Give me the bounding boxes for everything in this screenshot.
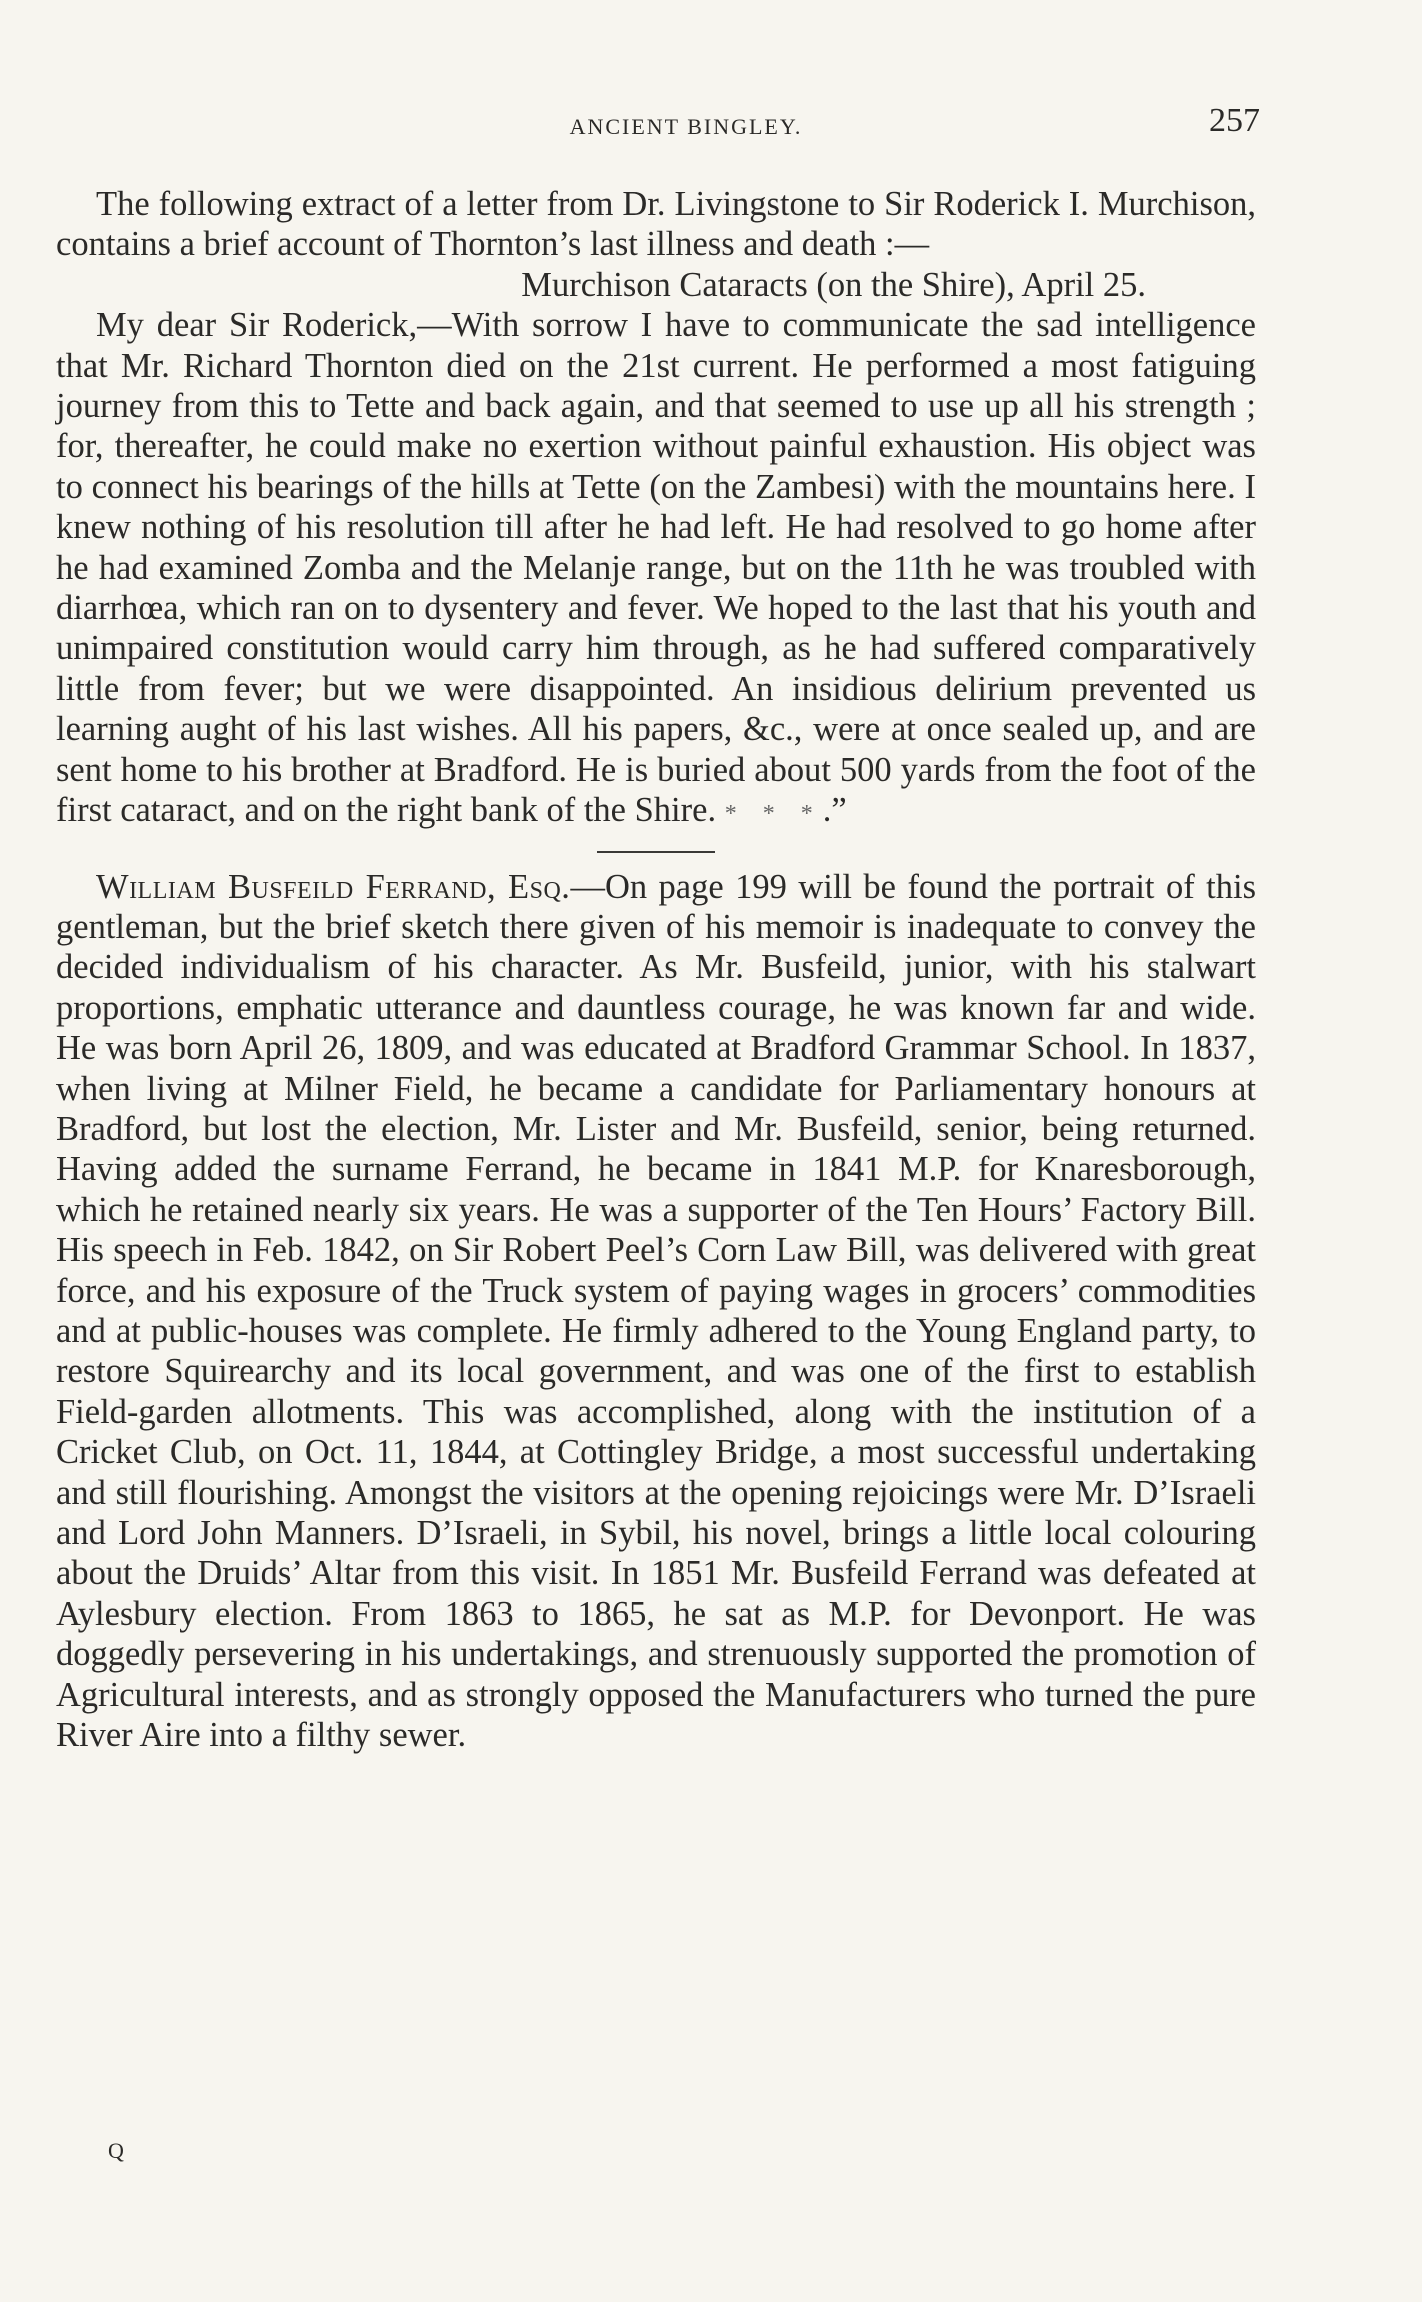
running-title: ANCIENT BINGLEY. [569,114,803,139]
ferrand-text: —On page 199 will be found the portrait of this gentleman, but the brief sketch there given of his memoir is inadequate to convey the decided individualism of his character. As Mr. Busfeild, junior, with his stalwart proportions, emphatic utterance and dauntless courage, he was known far and wide. He was born April 26, 1809, and was educated at Bradford Grammar School. In 1837, when living at Milner Field, he became a candidate for Parliamentary honours at Bradford, but lost the election, Mr. Lister and Mr. Busfeild, senior, being returned. Having added the surname Ferrand, he became in 1841 M.P. for Knaresborough, which he retained nearly six years. He was a supporter of the Ten Hours’ Factory Bill. His speech in Feb. 1842, on Sir Robert Peel’s Corn Law Bill, was delivered with great force, and his exposure of the Truck system of paying wages in grocers’ commodities and at public-houses was complete. He firmly adhered to the Young England party, to restore Squirearchy and its local government, and was one of the first to establish Field-garden allotments. This was accomplished, along with the institution of a Cricket Club, on Oct. 11, 1844, at Cottingley Bridge, a most successful undertaking and still flourishing. Amongst the visitors at the opening rejoicings were Mr. D’Israeli and Lord John Manners. D’Israeli, in Sybil, his novel, brings a little local colouring about the Druids’ Altar from this visit. In 1851 Mr. Busfeild Ferrand was defeated at Aylesbury election. From 1863 to 1865, he sat as M.P. for Devonport. He was doggedly persevering in his undertakings, and strenuously supported the promotion of Agricultural interests, and as strongly opposed the Manufacturers who turned the pure River Aire into a filthy sewer. [56,867,1256,1755]
paragraph-livingstone-letter [56,305,1256,834]
page-header [56,102,1260,148]
printer-signature-mark: Q [108,2138,124,2163]
letter-text: My dear Sir Roderick,—With sorrow I have to communicate the sad intelligence that Mr. Richard Thornton died on the 21st current. He performed a most fatiguing journey from this to Tette and back again, and that seemed to use up all his strength ; for, thereafter, he could make no exertion without painful exhaustion. His object was to connect his bearings of the hills at Tette (on the Zambesi) with the mountains here. I knew nothing of his resolution till after he had left. He had resolved to go home after he had examined Zomba and the Melanje range, but on the 11th he was troubled with diarrhœa, which ran on to dysentery and fever. We hoped to the last that his youth and unimpaired constitution would carry him through, as he had suffered comparatively little from fever; but we were disappointed. An insidious delirium prevented us learning aught of his last wishes. All his papers, &c., were at once sealed up, and are sent home to his brother at Bradford. He is buried about 500 yards from the foot of the first cataract, and on the right bank of the Shire. [56,306,1256,830]
ellipsis-stars: * * * [724,801,823,828]
ferrand-heading: William Busfeild Ferrand, Esq. [96,867,571,906]
page-number: 257 [1209,102,1260,139]
paragraph-ferrand [56,867,1256,1756]
section-divider [597,851,715,853]
letter-dateline: Murchison Cataracts (on the Shire), April 25. [521,265,1146,304]
letter-close-quote: .” [822,791,847,830]
paragraph-livingstone-intro: The following extract of a letter from Dr. Livingstone to Sir Roderick I. Murchison, contains a brief account of Thornton’s last illness and death :— [56,185,1256,264]
body-text [56,184,1256,1755]
